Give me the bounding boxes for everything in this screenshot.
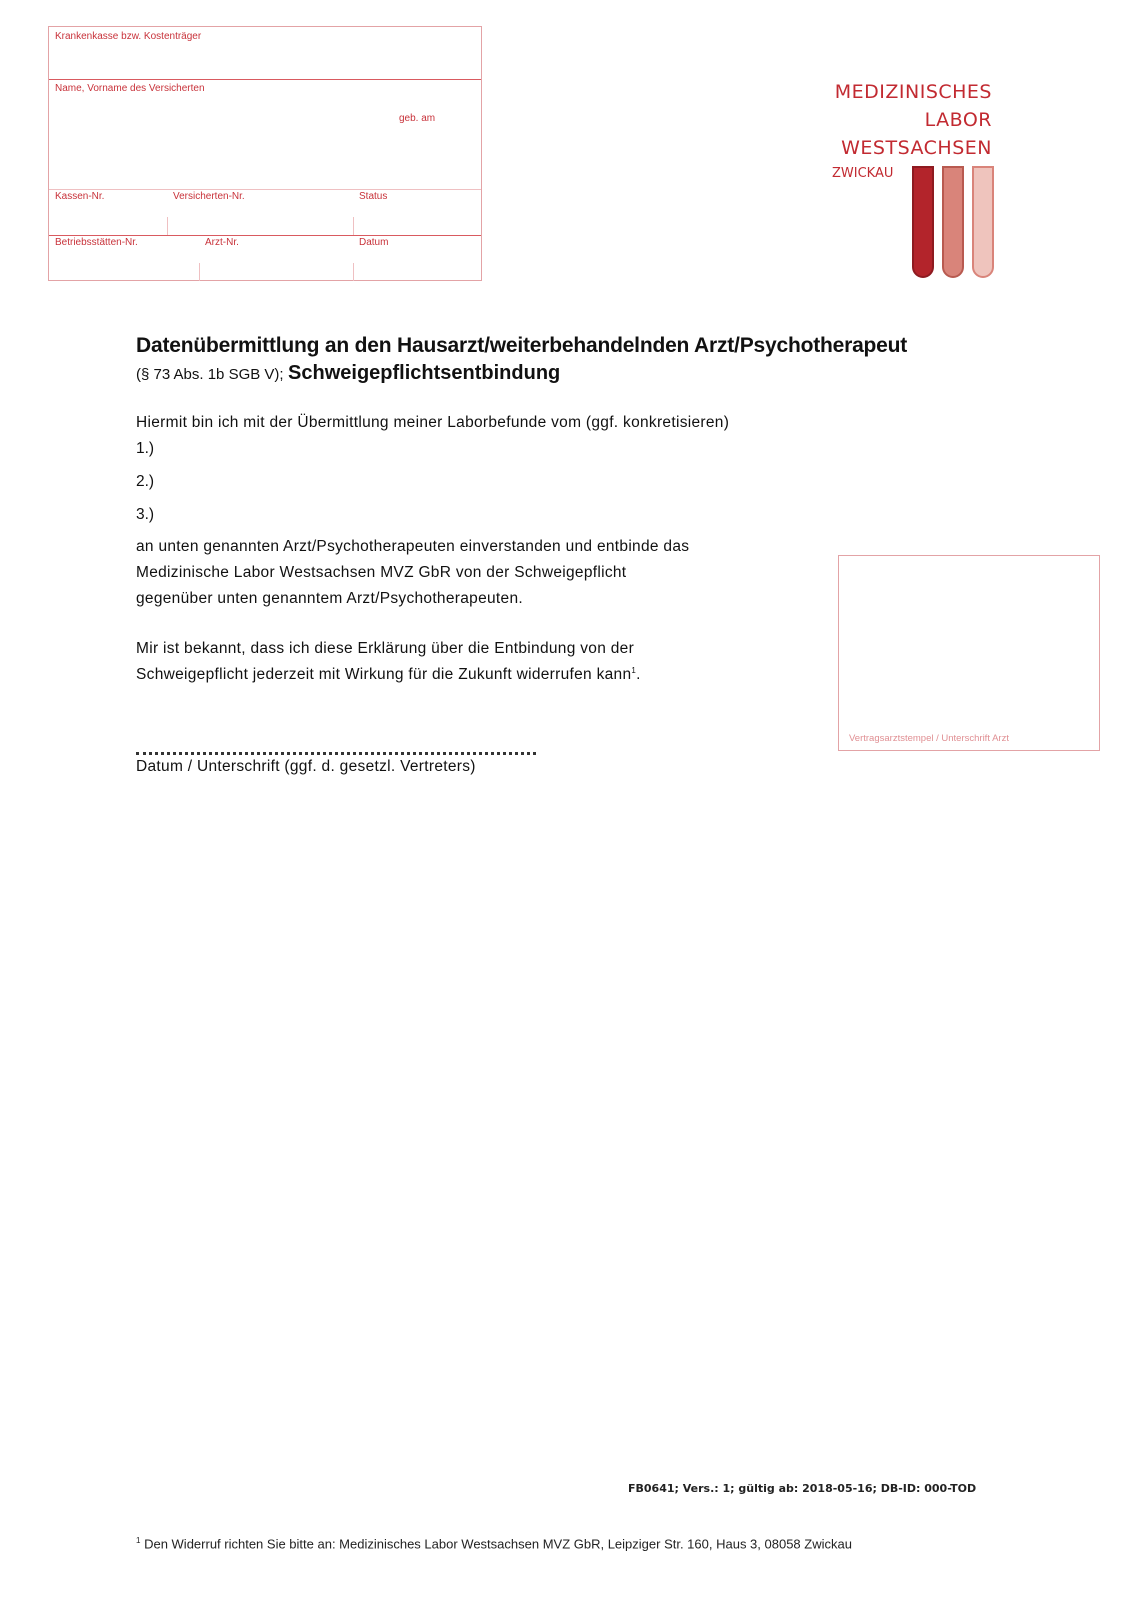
form-tick	[167, 217, 168, 235]
revoke-line-2	[136, 666, 641, 684]
list-item: 3.)	[136, 506, 155, 523]
stamp-label: Vertragsarztstempel / Unterschrift Arzt	[849, 733, 1009, 744]
footnote-text: Den Widerruf richten Sie bitte an: Medizinisches Labor Westsachsen MVZ GbR, Leipziger Str. 160, Haus 3, 08058 Zwickau	[144, 1536, 852, 1552]
logo-tube-icon	[942, 166, 964, 278]
list-item: 2.)	[136, 473, 155, 490]
patient-name-label: Name, Vorname des Versicherten	[55, 83, 205, 94]
revoke-line-2-text: Schweigepflicht jederzeit mit Wirkung für die Zukunft widerrufen kann	[136, 666, 632, 684]
form-tick	[353, 217, 354, 235]
versicherten-nr-label: Versicherten-Nr.	[173, 191, 245, 202]
logo-line-1: MEDIZINISCHES	[834, 81, 992, 103]
intro-text: Hiermit bin ich mit der Übermittlung meiner Laborbefunde vom (ggf. konkretisieren)	[136, 414, 730, 431]
arzt-nr-label: Arzt-Nr.	[205, 237, 239, 248]
revoke-footnote-marker: 1	[631, 666, 637, 675]
signature-label: Datum / Unterschrift (ggf. d. gesetzl. Vertreters)	[136, 758, 476, 775]
form-divider	[49, 189, 481, 190]
form-divider	[49, 235, 481, 236]
logo-line-2: LABOR	[924, 109, 992, 131]
insurance-form-box	[48, 26, 482, 281]
logo-line-3: WESTSACHSEN	[841, 137, 992, 159]
consent-line: an unten genannten Arzt/Psychotherapeuten einverstanden und entbinde das	[136, 538, 690, 555]
doctor-stamp-box[interactable]	[838, 555, 1100, 751]
revoke-line-2-end: .	[636, 666, 641, 684]
consent-line: Medizinische Labor Westsachsen MVZ GbR von der Schweigepflicht	[136, 564, 627, 581]
date-label: Datum	[359, 237, 389, 248]
kassen-nr-label: Kassen-Nr.	[55, 191, 105, 202]
form-divider	[49, 79, 481, 80]
status-label: Status	[359, 191, 388, 202]
insurer-label: Krankenkasse bzw. Kostenträger	[55, 31, 202, 42]
footnote-marker: 1	[136, 1536, 141, 1545]
consent-line: gegenüber unten genanntem Arzt/Psychotherapeuten.	[136, 590, 523, 607]
revoke-line-1: Mir ist bekannt, dass ich diese Erklärung über die Entbindung von der	[136, 640, 635, 657]
logo-tube-icon	[972, 166, 994, 278]
footnote	[136, 1536, 852, 1551]
subtitle-bold: Schweigepflichtsentbindung	[288, 362, 561, 384]
document-title: Datenübermittlung an den Hausarzt/weiterbehandelnden Arzt/Psychotherapeut	[136, 334, 908, 357]
betriebsstaetten-nr-label: Betriebsstätten-Nr.	[55, 237, 138, 248]
list-item: 1.)	[136, 440, 155, 457]
logo-city: ZWICKAU	[832, 166, 894, 181]
signature-line[interactable]	[136, 752, 536, 755]
form-tick	[199, 263, 200, 281]
form-tick	[353, 263, 354, 281]
subtitle-law: (§ 73 Abs. 1b SGB V);	[136, 366, 284, 383]
logo-tube-icon	[912, 166, 934, 278]
dob-label: geb. am	[399, 113, 436, 124]
document-subtitle	[136, 362, 560, 385]
document-id: FB0641; Vers.: 1; gültig ab: 2018-05-16; DB-ID: 000-TOD	[628, 1482, 977, 1495]
